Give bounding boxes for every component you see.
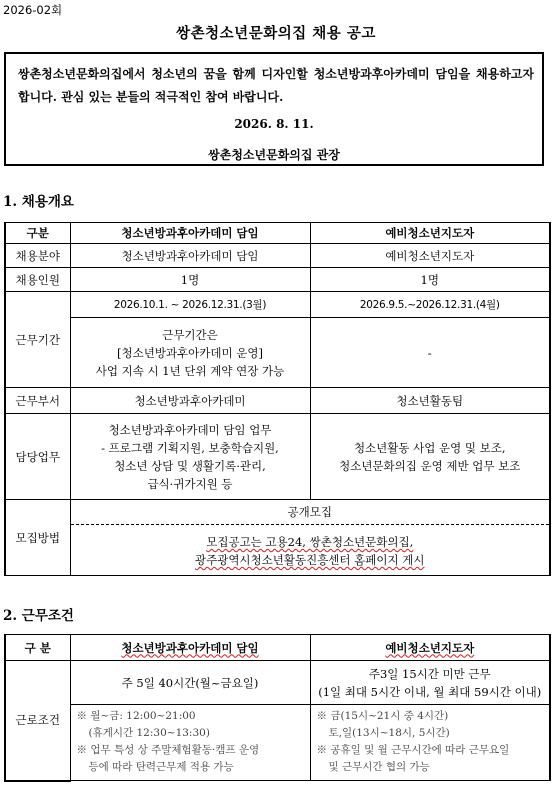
notice-box [4, 52, 544, 166]
note-cell [70, 705, 310, 781]
table-row [5, 292, 550, 318]
table-cell: 예비청소년지도자 [310, 244, 550, 268]
duty-line: 청소년문화의집 운영 제반 업무 보조 [339, 458, 521, 473]
table-row [5, 500, 550, 576]
condition-line: 주3일 15시간 미만 근무 [368, 666, 491, 681]
duty-line: 청소년 상담 및 생활기록·관리, [114, 458, 266, 473]
condition-line: (1일 최대 5시간 이내, 월 최대 59시간 이내) [318, 684, 542, 699]
note-line: 토,일(13시~18시, 5시간) [328, 727, 450, 739]
note-line: 등에 따라 탄력근무제 적용 가능 [88, 761, 234, 773]
table-cell: 주 5일 40시간(월~금요일) [70, 661, 310, 705]
recruit-method: 공개모집 [71, 500, 550, 525]
table-row [5, 414, 550, 500]
header-cell: 구 분 [5, 635, 70, 661]
document-number: 2026-02회 [3, 3, 63, 17]
table-cell: 2026.9.5.~2026.12.31.(4월) [310, 292, 550, 318]
note-line: ※ 금(15시~21시 중 4시간) [316, 710, 449, 722]
note-line: ※ 월~금: 12:00~21:00 [76, 710, 196, 722]
table-row [5, 318, 550, 388]
table-cell: 청소년방과후아카데미 [70, 388, 310, 414]
header-cell: 청소년방과후아카데미 담임 [70, 223, 310, 244]
row-label: 담당업무 [5, 414, 70, 500]
section-heading-overview: 1. 채용개요 [3, 194, 74, 210]
table-cell: 1명 [70, 268, 310, 292]
header-text: 청소년방과후아카데미 담임 [121, 640, 259, 655]
duty-line: - 프로그램 기획지원, 보충학습지원, [101, 440, 279, 455]
overview-table [4, 222, 551, 576]
table-row [5, 223, 550, 244]
table-cell [70, 318, 310, 388]
table-cell: 1명 [310, 268, 550, 292]
table-cell [70, 414, 310, 500]
table-row [5, 388, 550, 414]
table-row [5, 244, 550, 268]
note-line: ※ 공휴일 및 월 근무시간에 따라 근무요일 [316, 744, 510, 756]
conditions-table [4, 634, 551, 782]
note-cell [310, 705, 550, 781]
table-cell: 청소년방과후아카데미 담임 [70, 244, 310, 268]
duty-line: 청소년방과후아카데미 담임 업무 [108, 422, 272, 437]
table-row [5, 268, 550, 292]
note-line: (휴게시간 12:30~13:30) [88, 727, 210, 739]
row-label: 근무부서 [5, 388, 70, 414]
notice-body: 쌍촌청소년문화의집에서 청소년의 꿈을 함께 디자인할 청소년방과후아카데미 담임을 채용하고자 합니다. 관심 있는 분들의 적극적인 참여 바랍니다. [18, 67, 534, 104]
table-cell [310, 414, 550, 500]
header-cell: 구분 [5, 223, 70, 244]
table-cell: 2026.10.1. ~ 2026.12.31.(3월) [70, 292, 310, 318]
row-label: 채용분야 [5, 244, 70, 268]
table-cell [70, 500, 550, 576]
table-cell [310, 661, 550, 705]
table-cell: - [310, 318, 550, 388]
period-note-line: 근무기간은 [162, 327, 218, 342]
table-row [5, 705, 550, 781]
row-label: 채용인원 [5, 268, 70, 292]
header-cell: 예비청소년지도자 [310, 223, 550, 244]
recruit-line [71, 525, 550, 551]
page-title: 쌍촌청소년문화의집 채용 공고 [176, 25, 376, 42]
header-text: 예비청소년지도자 [385, 640, 475, 655]
table-cell: 청소년활동팀 [310, 388, 550, 414]
header-cell [70, 635, 310, 661]
recruit-line [71, 551, 550, 575]
recruit-line-text: 모집공고는 고용24, 쌍촌청소년문화의집, [206, 535, 414, 549]
period-note-line: 사업 지속 시 1년 단위 계약 연장 가능 [95, 363, 285, 378]
duty-line: 청소년활동 사업 운영 및 보조, [353, 440, 506, 455]
notice-date: 2026. 8. 11. [234, 117, 314, 131]
header-cell [310, 635, 550, 661]
note-line: ※ 업무 특성 상 주말체험활동·캠프 운영 [76, 744, 260, 756]
row-label: 근무기간 [5, 292, 70, 388]
section-heading-conditions: 2. 근무조건 [3, 608, 74, 624]
row-label: 모집방법 [5, 500, 70, 576]
note-line: 및 근무시간 협의 가능 [328, 761, 430, 773]
table-row [5, 635, 550, 661]
period-note-line: [청소년방과후아카데미 운영] [117, 345, 263, 360]
recruit-line-text: 광주광역시청소년활동진흥센터 홈페이지 게시 [195, 553, 425, 567]
duty-line: 급식·귀가지원 등 [147, 476, 233, 491]
table-row [5, 661, 550, 705]
row-label: 근로조건 [5, 661, 70, 781]
notice-signature: 쌍촌청소년문화의집 관장 [208, 148, 340, 162]
